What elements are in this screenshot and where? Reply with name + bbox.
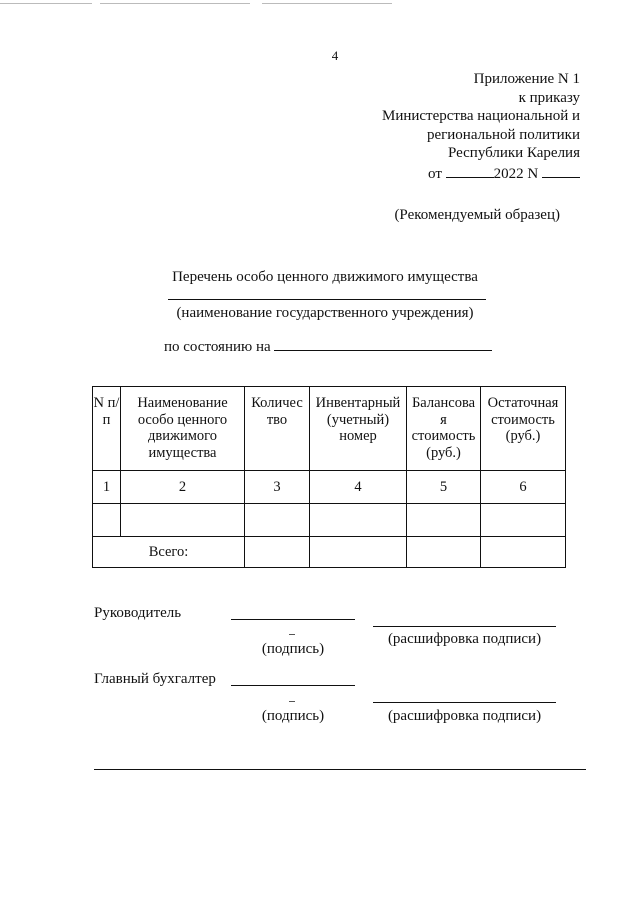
header-book-value: Балансова я стоимость (руб.) <box>407 387 481 471</box>
table-cell <box>245 537 310 568</box>
header-name: Наименование особо ценного движимого имущества <box>121 387 245 471</box>
accountant-decoding-caption: (расшифровка подписи) <box>387 708 542 724</box>
head-signature-line <box>231 619 355 620</box>
header-quantity: Количес тво <box>245 387 310 471</box>
date-year: 2022 N <box>493 165 539 182</box>
table-row <box>93 504 566 537</box>
table-cell <box>407 537 481 568</box>
appendix-date-line <box>280 163 580 184</box>
appendix-line: к приказу <box>518 89 580 106</box>
column-number: 1 <box>93 471 121 504</box>
recommended-sample: (Рекомендуемый образец) <box>394 207 560 223</box>
accountant-label: Главный бухгалтер <box>94 671 216 687</box>
appendix-line: Министерства национальной и <box>381 108 580 124</box>
institution-name-line <box>168 299 486 300</box>
head-decoding-line <box>373 626 556 627</box>
scan-edge-line <box>100 3 250 4</box>
column-number: 5 <box>407 471 481 504</box>
table-cell <box>310 504 407 537</box>
total-label: Всего: <box>93 537 245 568</box>
date-blank <box>446 163 494 178</box>
page-number: 4 <box>331 48 339 63</box>
appendix-line: региональной политики <box>426 126 580 143</box>
head-decoding-caption: (расшифровка подписи) <box>387 631 542 647</box>
column-number: 6 <box>481 471 566 504</box>
table-header-row <box>93 387 566 471</box>
table-cell <box>310 537 407 568</box>
table-cell <box>481 537 566 568</box>
accountant-signature-line <box>231 685 355 686</box>
as-of-line <box>164 336 492 357</box>
table-cell <box>121 504 245 537</box>
date-prefix: от <box>428 165 442 182</box>
scan-mark <box>289 701 295 702</box>
accountant-decoding-line <box>373 702 556 703</box>
accountant-signature-caption: (подпись) <box>261 708 325 724</box>
total-row <box>93 537 566 568</box>
column-number-row <box>93 471 566 504</box>
head-signature-caption: (подпись) <box>261 641 325 657</box>
table-cell <box>481 504 566 537</box>
scan-edge-line <box>262 3 392 4</box>
appendix-header <box>280 70 580 183</box>
header-inventory-number: Инвентарный (учетный) номер <box>310 387 407 471</box>
number-blank <box>542 163 580 178</box>
scan-edge-line <box>0 3 92 4</box>
scan-mark <box>289 634 295 635</box>
bottom-rule <box>94 769 586 770</box>
institution-caption: (наименование государственного учреждения) <box>176 305 474 321</box>
header-residual-value: Остаточная стоимость (руб.) <box>481 387 566 471</box>
column-number: 2 <box>121 471 245 504</box>
head-label: Руководитель <box>94 605 182 621</box>
appendix-line: Приложение N 1 <box>473 71 580 87</box>
table-cell <box>93 504 121 537</box>
table-cell <box>407 504 481 537</box>
column-number: 3 <box>245 471 310 504</box>
as-of-date-blank <box>274 336 492 351</box>
property-table <box>92 386 566 568</box>
document-title: Перечень особо ценного движимого имущества <box>172 269 478 285</box>
table-cell <box>245 504 310 537</box>
as-of-label: по состоянию на <box>164 339 271 355</box>
column-number: 4 <box>310 471 407 504</box>
header-number: N п/п <box>93 387 121 471</box>
appendix-line: Республики Карелия <box>447 145 580 161</box>
